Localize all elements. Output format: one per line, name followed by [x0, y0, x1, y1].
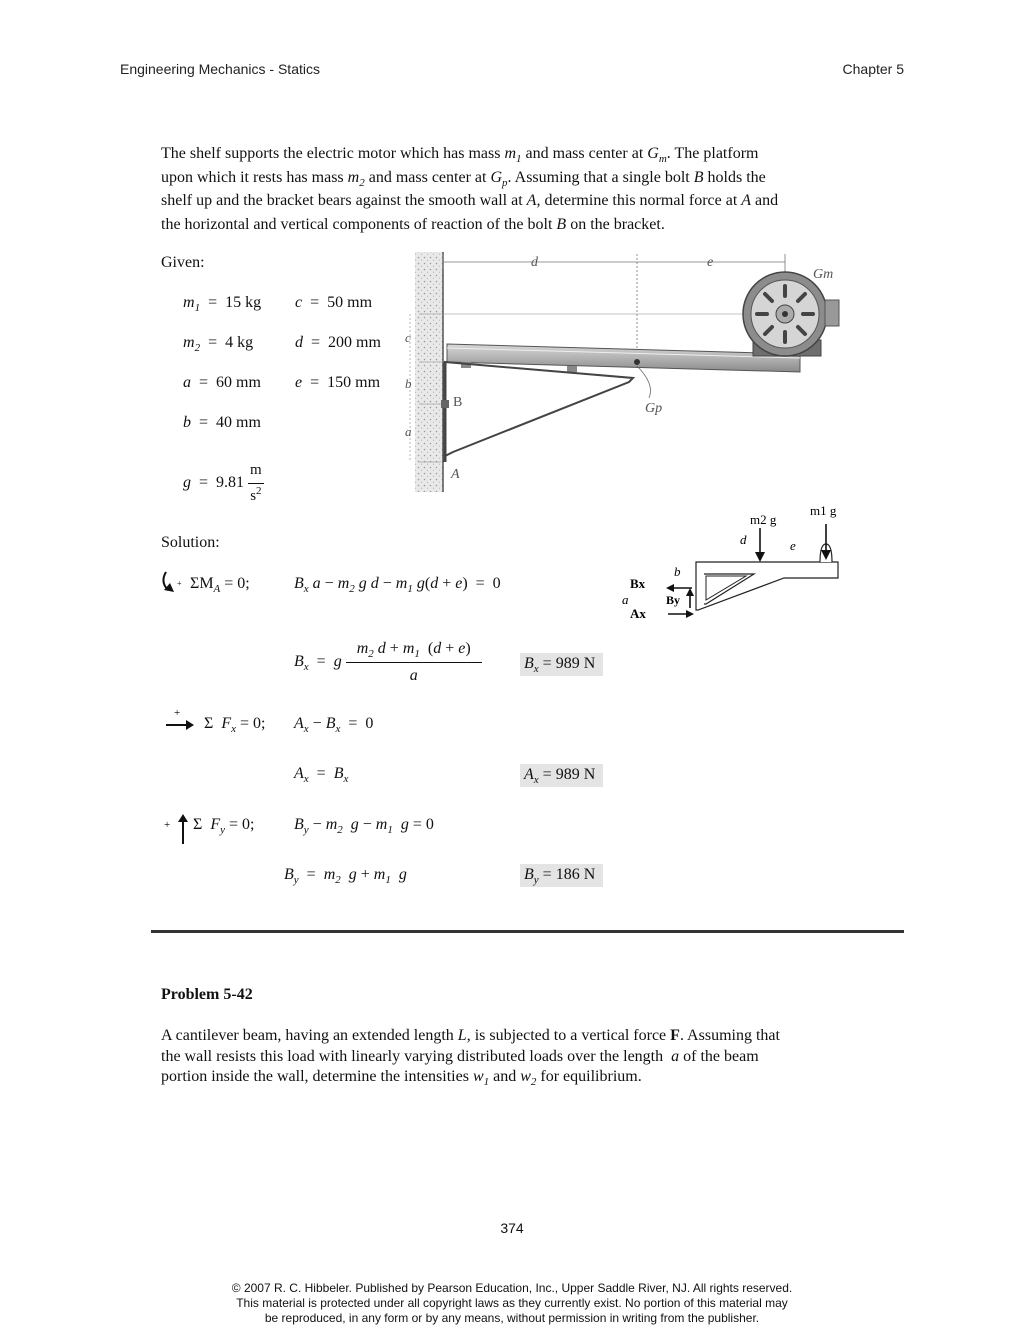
statement-line-1: The shelf supports the electric motor which has mass $m_1$ and mass center at $G_m$. The platform	[161, 145, 759, 165]
fig2-label-m2g: m2 g	[750, 512, 777, 527]
shelf	[447, 344, 800, 372]
fy-eq-label: Σ $F_y = 0$;	[193, 816, 255, 836]
fig1-label-A: A	[451, 467, 460, 482]
bolt-B	[441, 400, 449, 408]
given-d: d = 200 mm	[295, 334, 381, 351]
svg-text:+: +	[164, 819, 171, 831]
fig2-label-d: d	[740, 532, 747, 547]
moment-arrow-icon	[160, 568, 184, 598]
page-number: 374	[500, 1220, 524, 1236]
fig2-label-a: a	[622, 592, 629, 607]
statement-line-2: upon which it rests has mass $m_2$ and mass center at $G_p$. Assuming that a single bolt B holds the	[161, 168, 766, 189]
shelf-motor-figure	[405, 244, 850, 494]
fig2-label-By: By	[666, 593, 681, 607]
fig1-label-Gm: Gm	[813, 267, 834, 282]
wall	[415, 252, 443, 492]
problem-statement	[161, 142, 861, 236]
given-b: b = 40 mm	[183, 414, 261, 431]
bx-formula: $B_x = g$ $\frac{m_2 d + m_1 (d + e)}{a}$	[294, 640, 482, 685]
fig1-label-d: d	[531, 255, 538, 270]
gp-point	[634, 359, 640, 365]
fx-equation: $A_x - B_x = 0$	[294, 715, 374, 735]
right-arrow-icon	[164, 706, 194, 734]
statement-line-3: shelf up and the bracket bears against the smooth wall at A, determine this normal force at A and	[161, 192, 779, 209]
fy-equation: $B_y - m_2$ $g - m_1$ g = 0	[294, 816, 434, 836]
fig1-label-e: e	[707, 255, 714, 270]
fig2-label-m1g: m1 g	[810, 503, 837, 518]
solution-label: Solution:	[161, 534, 220, 551]
next-problem-line-2: the wall resists this load with linearly varying distributed loads over the length a of the beam	[161, 1047, 759, 1065]
header-left: Engineering Mechanics - Statics	[120, 61, 320, 77]
footer-line-3: be reproduced, in any form or by any means, without permission in writing from the publisher.	[264, 1311, 760, 1325]
given-e: e = 150 mm	[295, 374, 381, 391]
result-bx: $B_x = 989$ N	[520, 653, 603, 676]
fig1-label-B: B	[453, 395, 463, 410]
section-divider	[151, 930, 904, 933]
svg-text:+: +	[177, 579, 182, 588]
given-a: a = 60 mm	[183, 374, 261, 391]
fig2-label-Bx: Bx	[630, 576, 646, 591]
fig1-label-b: b	[405, 376, 412, 391]
result-by: $B_y = 186$ N	[520, 864, 603, 887]
by-formula: $B_y = m_2$ $g + m_1$ g	[284, 866, 407, 886]
footer-line-2: This material is protected under all copyright laws as they currently exist. No portion of this material may	[236, 1296, 788, 1310]
up-arrow-icon	[164, 812, 194, 846]
given-m2: $m_2 = 4$ kg	[183, 334, 254, 354]
next-problem-title: Problem 5-42	[161, 986, 253, 1003]
next-problem-line-3: portion inside the wall, determine the intensities $w_1$ and $w_2$ for equilibrium.	[161, 1068, 642, 1088]
given-c: c = 50 mm	[295, 294, 373, 311]
fig1-label-c: c	[405, 330, 411, 345]
result-ax: $A_x = 989$ N	[520, 764, 603, 787]
ax-formula: $A_x = B_x$	[294, 765, 349, 785]
header-right: Chapter 5	[842, 61, 904, 77]
fx-eq-label: Σ $F_x = 0$;	[204, 715, 266, 735]
moment-equation: $B_x$ $a - m_2$ g $d - m_1$ g(d + e) = 0	[294, 575, 501, 595]
copyright-footer	[0, 1281, 1024, 1326]
fig2-label-e: e	[790, 538, 796, 553]
next-problem-line-1: A cantilever beam, having an extended length L, is subjected to a vertical force F. Assuming that	[161, 1027, 780, 1044]
footer-line-1: © 2007 R. C. Hibbeler. Published by Pearson Education, Inc., Upper Saddle River, NJ. All rights reserved.	[231, 1281, 793, 1295]
svg-text:+: +	[174, 707, 181, 719]
free-body-diagram	[614, 500, 844, 630]
fig2-label-Ax: Ax	[630, 606, 646, 621]
given-label: Given:	[161, 254, 205, 271]
fig2-label-b: b	[674, 564, 681, 579]
bracket	[445, 362, 633, 456]
moment-eq-label: $\Sigma M_A = 0$;	[190, 575, 250, 595]
statement-line-4: the horizontal and vertical components of reaction of the bolt B on the bracket.	[161, 215, 665, 233]
fig1-label-a: a	[405, 424, 412, 439]
next-problem-statement	[161, 1026, 861, 1088]
given-m1: $m_1 = 15$ kg	[183, 294, 262, 314]
given-g: g = 9.81 $\frac{m}{s^2}$	[183, 462, 262, 504]
fig1-label-Gp: Gp	[645, 401, 663, 416]
